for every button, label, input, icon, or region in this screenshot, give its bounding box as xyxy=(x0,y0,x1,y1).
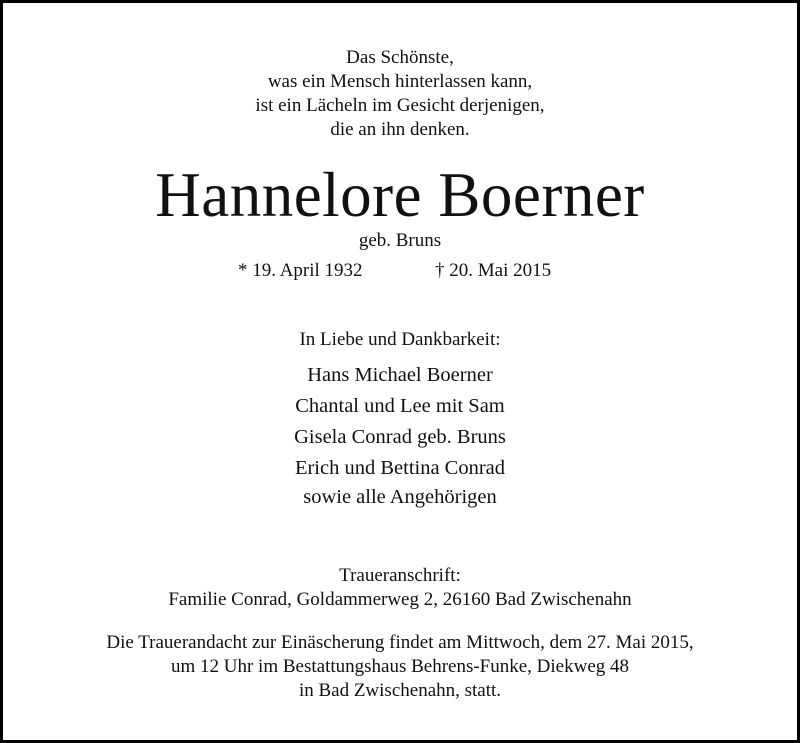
address-label: Traueranschrift: xyxy=(339,565,461,586)
deceased-name: Hannelore Boerner xyxy=(155,160,645,230)
service-line: um 12 Uhr im Bestattungshaus Behrens-Funke, Diekweg 48 xyxy=(170,656,630,677)
maiden-name: geb. Bruns xyxy=(358,230,442,251)
mourners-intro: In Liebe und Dankbarkeit: xyxy=(299,329,501,350)
mourner: Erich und Bettina Conrad xyxy=(294,457,506,479)
service-line: Die Trauerandacht zur Einäscherung findet am Mittwoch, dem 27. Mai 2015, xyxy=(106,632,694,653)
mourner: Gisela Conrad geb. Bruns xyxy=(294,426,506,448)
mourner: Chantal und Lee mit Sam xyxy=(295,395,505,417)
quote-line: Das Schönste, xyxy=(346,47,454,68)
death-date: † 20. Mai 2015 xyxy=(435,260,552,281)
quote-line: die an ihn denken. xyxy=(330,119,470,140)
quote-line: was ein Mensch hinterlassen kann, xyxy=(267,71,533,92)
service-line: in Bad Zwischenahn, statt. xyxy=(298,680,502,701)
mourner: sowie alle Angehörigen xyxy=(303,486,497,508)
quote-line: ist ein Lächeln im Gesicht derjenigen, xyxy=(255,95,545,116)
birth-date: * 19. April 1932 xyxy=(238,260,363,281)
mourner: Hans Michael Boerner xyxy=(307,364,493,386)
address: Familie Conrad, Goldammerweg 2, 26160 Bad Zwischenahn xyxy=(168,589,632,610)
